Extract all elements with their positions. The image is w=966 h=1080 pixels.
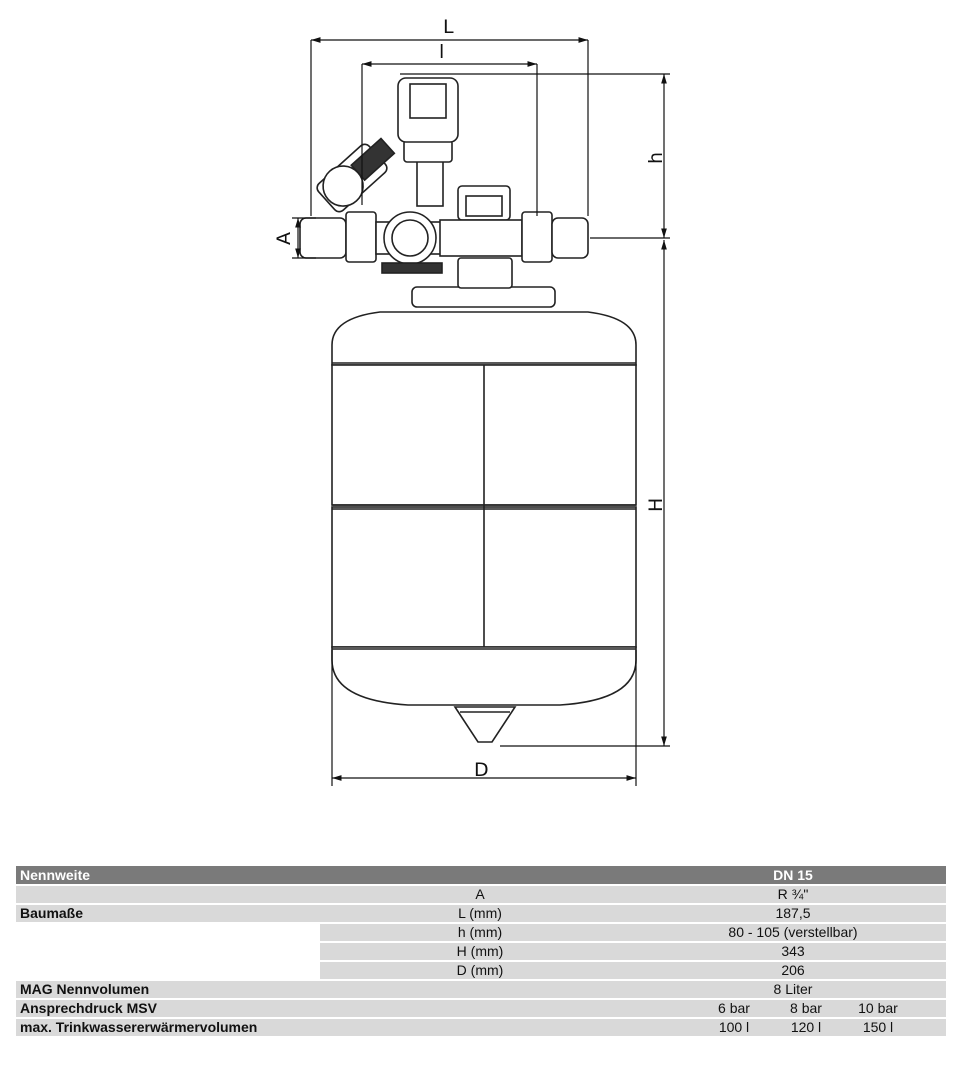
row-value-h: 80 - 105 (verstellbar) [640, 923, 946, 942]
row-label-twe: max. Trinkwassererwärmervolumen [16, 1018, 320, 1037]
row-sub-A: A [320, 885, 640, 904]
row-sub-empty [320, 1018, 640, 1037]
row-label-empty [16, 942, 320, 961]
table-header-row [16, 866, 946, 885]
table-row [16, 999, 946, 1018]
twe-120: 120 l [790, 1019, 822, 1035]
row-value-twe [640, 1018, 946, 1037]
row-sub-empty [320, 999, 640, 1018]
table-row [16, 923, 946, 942]
table-row [16, 980, 946, 999]
dim-label-A: A [273, 232, 295, 245]
table-row [16, 942, 946, 961]
row-sub-h: h (mm) [320, 923, 640, 942]
table-row [16, 885, 946, 904]
msv-8bar: 8 bar [790, 1000, 822, 1016]
row-value-L: 187,5 [640, 904, 946, 923]
twe-150: 150 l [862, 1019, 894, 1035]
vessel [332, 312, 636, 742]
row-sub-H: H (mm) [320, 942, 640, 961]
msv-10bar: 10 bar [858, 1000, 898, 1016]
msv-6bar: 6 bar [718, 1000, 750, 1016]
row-value-H: 343 [640, 942, 946, 961]
row-value-mag: 8 Liter [640, 980, 946, 999]
dim-label-l: l [439, 41, 445, 63]
twe-100: 100 l [718, 1019, 750, 1035]
valve-group [300, 78, 588, 307]
dim-label-h: h [645, 151, 667, 164]
row-label-empty [16, 885, 320, 904]
row-value-msv [640, 999, 946, 1018]
row-label-msv: Ansprechdruck MSV [16, 999, 320, 1018]
dim-label-H: H [645, 497, 667, 512]
row-sub-D: D (mm) [320, 961, 640, 980]
dim-label-L: L [443, 16, 454, 38]
header-label: Nennweite [16, 866, 320, 885]
table-row [16, 1018, 946, 1037]
table-row [16, 961, 946, 980]
row-value-A: R ¾" [640, 885, 946, 904]
row-sub-empty [320, 980, 640, 999]
row-value-D: 206 [640, 961, 946, 980]
spec-table [16, 866, 946, 1038]
dim-label-D: D [474, 759, 489, 781]
header-value: DN 15 [640, 866, 946, 885]
row-label-empty [16, 961, 320, 980]
row-label-mag: MAG Nennvolumen [16, 980, 320, 999]
row-sub-L: L (mm) [320, 904, 640, 923]
header-spacer [320, 866, 640, 885]
row-label-baumasse: Baumaße [16, 904, 320, 923]
table-row [16, 904, 946, 923]
row-label-empty [16, 923, 320, 942]
